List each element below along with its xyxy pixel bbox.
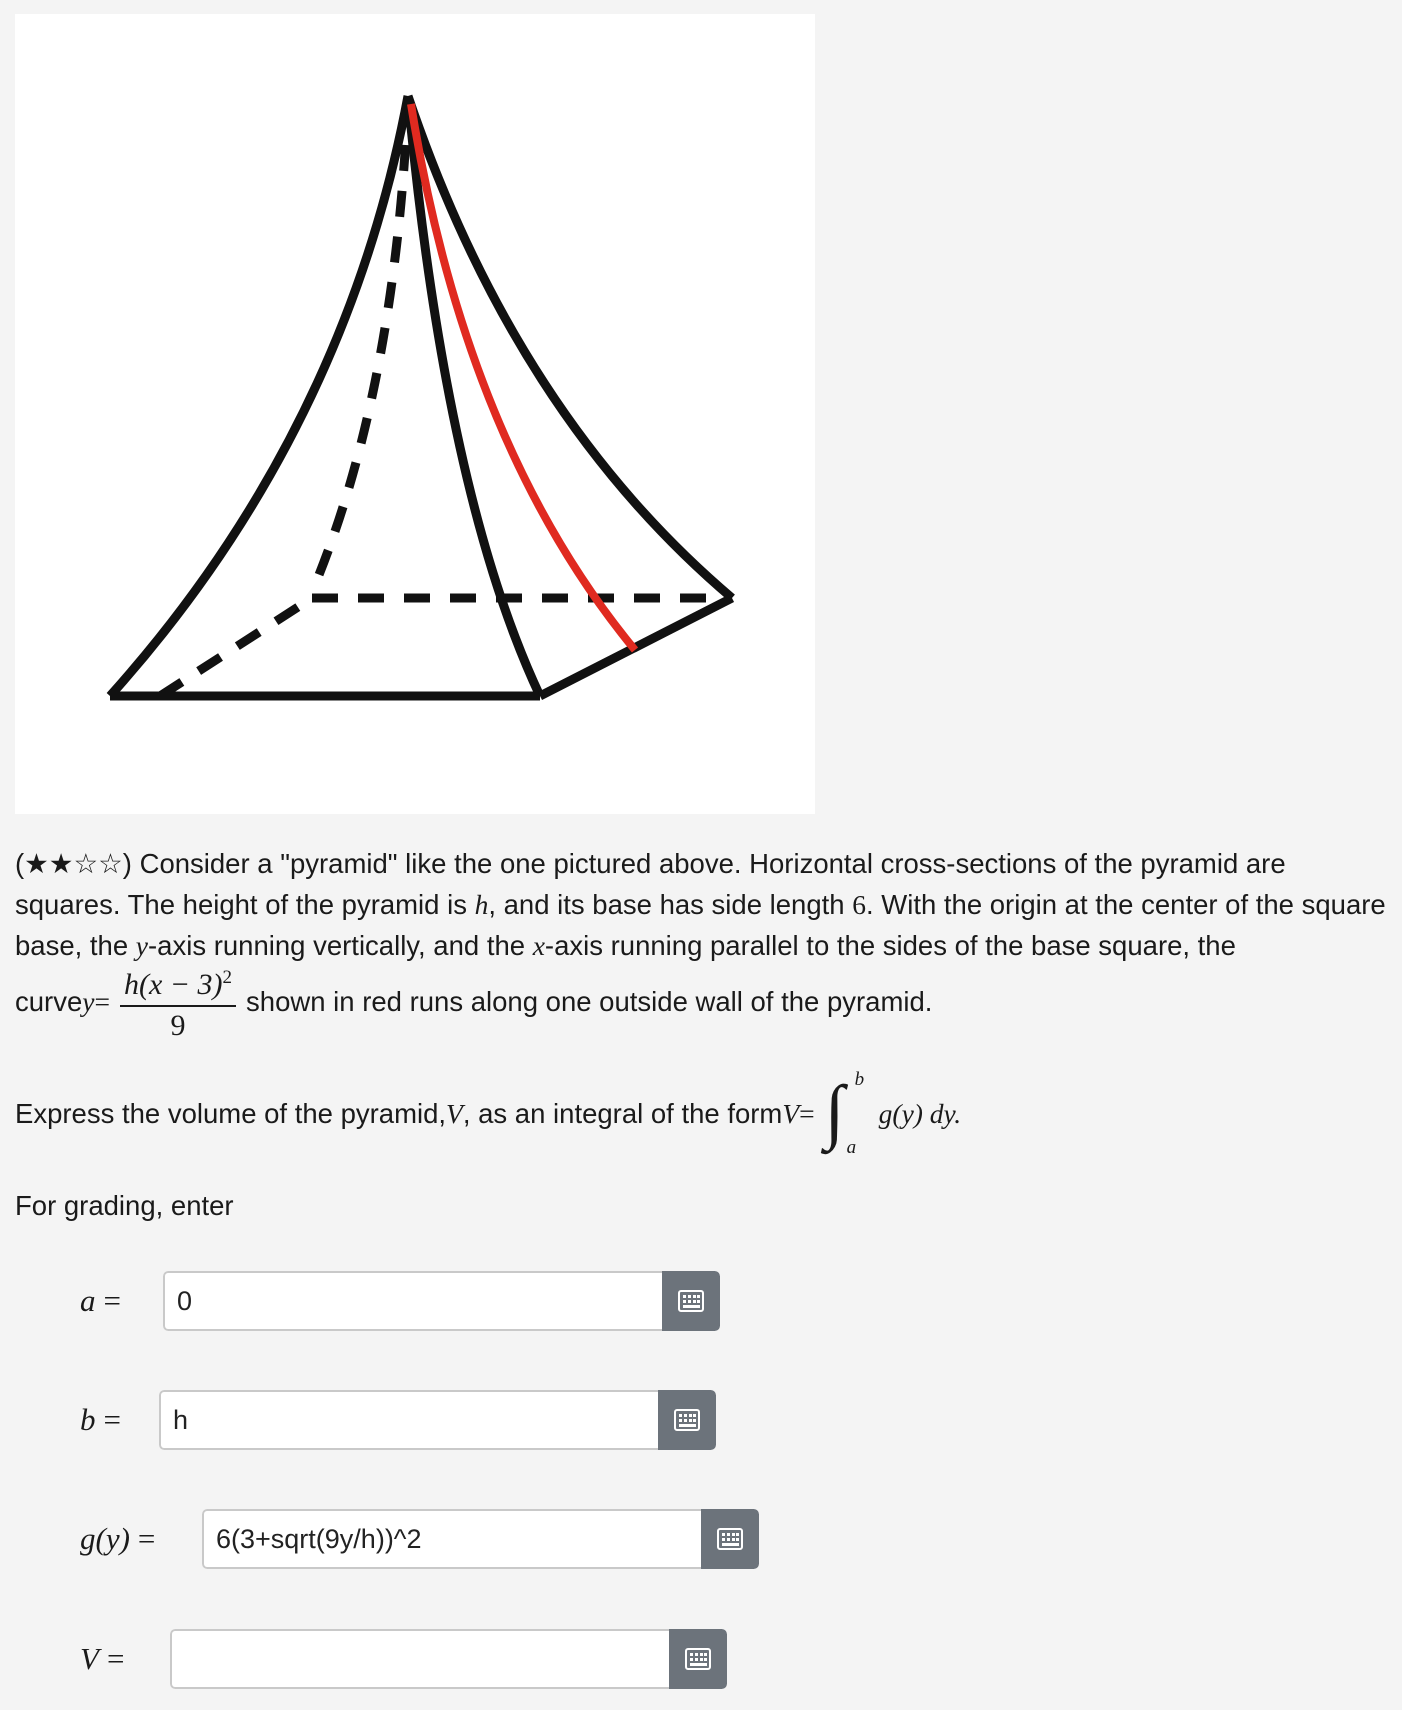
g-keypad-button[interactable] [701,1509,759,1569]
field-b [159,1390,716,1450]
field-V [170,1629,727,1689]
integral-symbol: ∫ [824,1071,845,1151]
a-input[interactable] [163,1271,662,1331]
pyramid-figure [15,14,815,814]
curve-numerator [120,960,236,1007]
curve-fraction [120,960,236,1045]
x-symbol: x [532,930,545,961]
field-g [202,1509,759,1569]
integrand: g(y) dy. [878,1098,962,1129]
problem-text-4: -axis running vertically, and the [148,930,533,961]
field-label-a [80,1283,121,1319]
a-keypad-button[interactable] [662,1271,720,1331]
field-label-b-eq: = [103,1402,121,1437]
y-symbol: y [135,930,149,961]
curve-var: y [82,986,95,1017]
curve-prefix: curve [15,986,83,1017]
problem-statement [15,843,1390,966]
V-lhs: V [782,1098,800,1129]
upper-bound: b [854,1069,865,1090]
side-length: 6 [852,889,866,920]
express-text-2: , as an integral of the form [462,1098,783,1129]
problem-text-1: Consider a "pyramid" like the one pictured above. Horizontal cross-sections of the pyramid are squares. The height of the pyramid is [15,848,1286,920]
grid-keypad-icon [678,1290,704,1312]
h-symbol: h [474,889,489,920]
problem-text-5: -axis running parallel to the sides of the base square, the [544,930,1236,961]
field-row-V [80,1629,730,1689]
field-label-b [80,1402,121,1438]
integral-sign [825,1069,871,1159]
b-input[interactable] [159,1390,658,1450]
field-a [163,1271,720,1331]
difficulty-stars: (★★☆☆) [15,848,132,879]
field-row-g [80,1509,760,1569]
curve-denominator: 9 [170,1008,186,1042]
right-curved-edge [408,96,732,598]
problem-text-3: . With the origin at the center of the square base, the [15,889,1386,961]
field-label-V-var: V [80,1641,99,1676]
curve-numerator-text: h(x − 3) [123,967,223,1001]
lower-bound: a [846,1137,857,1158]
grading-label: For grading, enter [15,1190,234,1221]
left-curved-edge [110,96,408,696]
V-input[interactable] [170,1629,669,1689]
curve-eq: = [94,986,110,1017]
field-label-g-eq: = [137,1521,156,1556]
V-keypad-button[interactable] [669,1629,727,1689]
grid-keypad-icon [685,1648,711,1670]
volume-integral-line [15,1064,961,1164]
field-row-b [80,1390,720,1450]
pyramid-diagram [15,14,815,814]
problem-text-2: , and its base has side length [488,889,853,920]
V-symbol: V [446,1098,463,1129]
field-label-b-var: b [80,1402,96,1437]
field-label-V-eq: = [106,1641,125,1676]
express-text-1: Express the volume of the pyramid, [15,1098,447,1129]
grid-keypad-icon [674,1409,700,1431]
field-label-g-var: g(y) [80,1521,130,1556]
field-label-a-var: a [80,1283,96,1318]
field-row-a [80,1271,720,1331]
field-label-V [80,1641,124,1677]
curve-equation-line [15,962,932,1042]
curve-suffix: shown in red runs along one outside wall of the pyramid. [246,986,933,1017]
express-eq: = [799,1098,815,1129]
g-input[interactable] [202,1509,701,1569]
field-label-g [80,1521,155,1557]
b-keypad-button[interactable] [658,1390,716,1450]
curve-exponent: 2 [222,966,233,988]
grid-keypad-icon [717,1528,743,1550]
field-label-a-eq: = [103,1283,121,1318]
